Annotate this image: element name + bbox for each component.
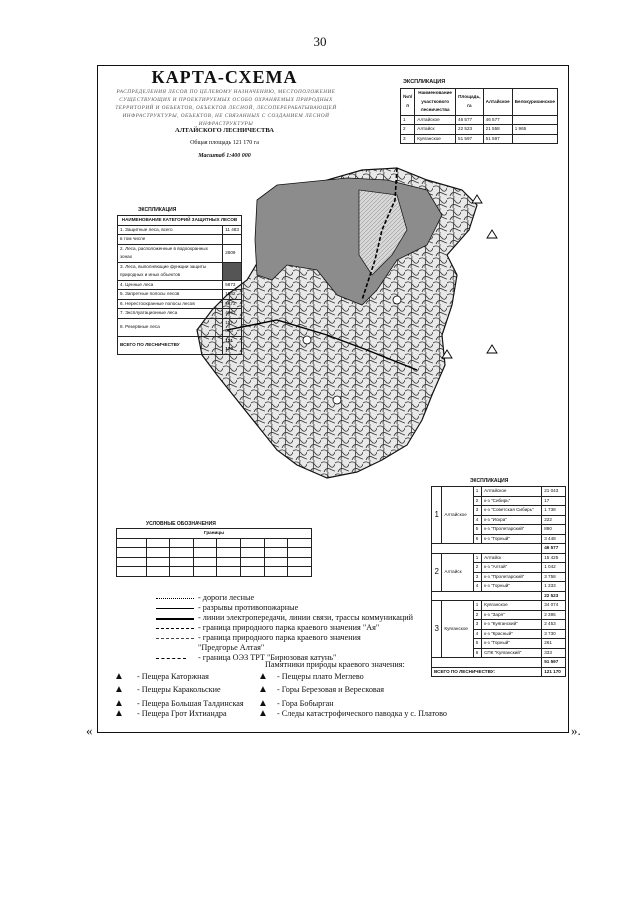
cell	[117, 567, 147, 577]
cell: 4	[473, 515, 481, 525]
cell: Алтайское	[442, 487, 473, 544]
subtotal-row	[432, 591, 566, 601]
legend-label: - разрывы противопожарные	[198, 603, 299, 612]
cell	[264, 567, 288, 577]
cell: 3	[473, 506, 481, 516]
cell: к-з "Горный"	[482, 582, 542, 592]
monument-label: - Пещера Грот Ихтиандра	[137, 709, 227, 718]
triangle-icon: ▲	[114, 708, 124, 719]
monument-label: - Гора Бобырган	[277, 699, 334, 708]
cell: к-з "Горный"	[482, 639, 542, 649]
triangle-dashed-icon: ▲	[258, 684, 268, 695]
cell: 2 453	[542, 620, 566, 630]
cell: 1	[473, 601, 481, 611]
th-name: Наименование участкового лесничества	[415, 89, 456, 116]
cell: к-з "Пролетарский"	[482, 572, 542, 582]
cell: 117 663	[223, 318, 242, 336]
table-row	[118, 299, 242, 309]
monument-item	[114, 684, 221, 695]
monuments-title: Памятники природы краевого значения:	[265, 660, 405, 669]
cell	[146, 538, 170, 548]
cell: 3	[473, 620, 481, 630]
table-row	[118, 225, 242, 235]
cell	[432, 658, 542, 668]
table-row	[432, 601, 566, 611]
dashdot-line-symbol	[156, 638, 194, 639]
dashed-line-symbol	[156, 628, 194, 629]
cell	[193, 548, 217, 558]
cell: 5. Запретные полосы лесов	[118, 290, 223, 300]
explication-title-bottom: ЭКСПЛИКАЦИЯ	[470, 478, 509, 484]
cell	[264, 557, 288, 567]
monument-item	[114, 671, 209, 682]
cell: к-з "Искра"	[482, 515, 542, 525]
cell	[241, 538, 265, 548]
cell: 3	[401, 134, 415, 144]
explication-table-left	[117, 215, 242, 355]
cell	[241, 548, 265, 558]
table-row	[401, 115, 558, 125]
table-row	[118, 318, 242, 336]
cell: 121 170	[542, 667, 566, 677]
subtotal-row	[432, 544, 566, 554]
cell	[217, 557, 241, 567]
table-row	[117, 538, 312, 548]
subtotal-row	[432, 658, 566, 668]
area-marker	[393, 296, 401, 304]
table-row	[118, 280, 242, 290]
table-row	[432, 553, 566, 563]
monument-label: - Пещеры Каракольские	[137, 685, 221, 694]
cell: 2. Леса, расположенные в водоохранных зонах	[118, 244, 223, 262]
monument-icon	[472, 195, 482, 203]
cell: 5673	[223, 299, 242, 309]
cell: 2 395	[542, 610, 566, 620]
cell: 3. Леса, выполняющие функции защиты природных и иных объектов	[118, 262, 223, 280]
table-row	[117, 567, 312, 577]
th-area: Площадь, га	[456, 89, 484, 116]
cell: 3	[473, 572, 481, 582]
cell: Алтайск	[482, 553, 542, 563]
cell	[146, 567, 170, 577]
cell: 1	[432, 487, 442, 544]
cell: Алтайское	[415, 115, 456, 125]
cell: 46 577	[483, 115, 512, 125]
cell: 3 730	[542, 629, 566, 639]
cell	[288, 538, 312, 548]
cell	[264, 548, 288, 558]
cell: 4083	[223, 309, 242, 319]
cell	[217, 567, 241, 577]
triangle-icon: ▲	[114, 698, 124, 709]
cell: к-з "Сибирь"	[482, 496, 542, 506]
cell	[512, 115, 557, 125]
triangle-icon: ▲	[258, 698, 268, 709]
monument-icon	[487, 230, 497, 238]
cell: 1 042	[542, 563, 566, 573]
cell: ВСЕГО ПО ЛЕСНИЧЕСТВУ	[118, 336, 223, 354]
cell: 17	[542, 496, 566, 506]
cell: к-з "Советская Сибирь"	[482, 506, 542, 516]
cell: Куяганское	[482, 601, 542, 611]
cell	[217, 548, 241, 558]
cell	[264, 538, 288, 548]
explication-table-bottom	[431, 486, 566, 677]
cell: 1 738	[542, 506, 566, 516]
cell: 22 523	[456, 125, 484, 135]
cell: 2609	[223, 244, 242, 262]
cell: 6	[473, 648, 481, 658]
cell: 4	[473, 629, 481, 639]
cell: 1	[401, 115, 415, 125]
monument-label: - Горы Березовая и Вересковая	[277, 685, 385, 694]
cell: 4	[473, 582, 481, 592]
cell: 5	[473, 639, 481, 649]
legend-label: "Предгорье Алтая"	[198, 643, 265, 652]
dotted-line-symbol	[156, 598, 194, 599]
cell: 1 965	[512, 125, 557, 135]
cell	[432, 591, 542, 601]
cell: 3 448	[542, 534, 566, 544]
cell: 1542	[223, 290, 242, 300]
monument-icon	[487, 345, 497, 353]
cell: 1. Защитные леса, всего	[118, 225, 223, 235]
cell: 46 577	[456, 115, 484, 125]
cell: 7. Эксплуатационные леса	[118, 309, 223, 319]
triangle-icon: ▲	[114, 684, 124, 695]
legend-label: - линии электропередачи, линии связи, трассы коммуникаций	[198, 613, 414, 622]
cell	[117, 538, 147, 548]
triangle-dashed-icon: ▲	[258, 671, 268, 682]
cell	[117, 557, 147, 567]
total-area: Общая площадь 121 170 га	[190, 140, 259, 146]
triangle-icon: ▲	[114, 671, 124, 682]
cell	[288, 567, 312, 577]
th-category: НАИМЕНОВАНИЕ КАТЕГОРИЙ ЗАЩИТНЫХ ЛЕСОВ	[118, 216, 242, 226]
cell: 2	[473, 496, 481, 506]
cell	[170, 538, 194, 548]
cell: 34 074	[542, 601, 566, 611]
monument-label: - Пещера Большая Талдинская	[137, 699, 244, 708]
cell: 261	[542, 639, 566, 649]
cell: 5	[473, 525, 481, 535]
cell: 1 333	[542, 582, 566, 592]
table-row	[432, 487, 566, 497]
cell: 15 425	[542, 553, 566, 563]
monument-label: - Следы катастрофического паводка у с. Платово	[277, 709, 448, 718]
thin-line-symbol	[156, 608, 194, 609]
cell: 46 577	[542, 544, 566, 554]
map-title: КАРТА-СХЕМА	[151, 67, 298, 87]
cell: 8. Резервные леса	[118, 318, 223, 336]
monument-item	[258, 671, 364, 682]
table-row	[118, 235, 242, 245]
cell	[146, 548, 170, 558]
cell: к-з "Заря"	[482, 610, 542, 620]
explication-table-top	[400, 88, 558, 144]
monument-item	[114, 708, 227, 719]
table-row	[118, 336, 242, 354]
table-row	[118, 290, 242, 300]
cell	[223, 262, 242, 280]
cell	[117, 548, 147, 558]
cell: 2	[473, 563, 481, 573]
cell: в том числе	[118, 235, 223, 245]
legend-label: - дороги лесные	[198, 593, 255, 602]
cell	[241, 567, 265, 577]
cell: 6. Нерестоохранные полосы лесов	[118, 299, 223, 309]
longdash-line-symbol	[156, 658, 186, 659]
explication-title-top: ЭКСПЛИКАЦИЯ	[403, 79, 446, 85]
cell: Алтайск	[442, 553, 473, 591]
cell: 11 483	[223, 225, 242, 235]
th-no: №п/п	[401, 89, 415, 116]
table-row	[401, 134, 558, 144]
cell: 21 043	[542, 487, 566, 497]
cell	[193, 557, 217, 567]
cell: 1	[473, 553, 481, 563]
cell: Алтайск	[415, 125, 456, 135]
cell: ВСЕГО ПО ЛЕСНИЧЕСТВУ:	[432, 667, 542, 677]
cell: 3 758	[542, 572, 566, 582]
cell	[288, 557, 312, 567]
forestry-name: АЛТАЙСКОГО ЛЕСНИЧЕСТВА	[175, 127, 274, 134]
cell: 21 558	[483, 125, 512, 135]
cell: 51 597	[456, 134, 484, 144]
cell	[432, 544, 542, 554]
monument-label: - Пещера Каторжная	[137, 672, 209, 681]
cell: 333	[542, 648, 566, 658]
table-row	[401, 125, 558, 135]
cell: 4. Ценные леса	[118, 280, 223, 290]
legend-label: - граница природного парка краевого значения "Ая"	[198, 623, 380, 632]
cell: Алтайское	[482, 487, 542, 497]
th-c2: Белокурихинское	[512, 89, 557, 116]
explication-title-left: ЭКСПЛИКАЦИЯ	[138, 207, 177, 213]
page-number: 30	[313, 34, 327, 49]
cell	[170, 548, 194, 558]
quote-open: «	[86, 723, 93, 738]
cell: 3	[432, 601, 442, 658]
cell: Куяганское	[415, 134, 456, 144]
legend-label: - граница ОЭЗ ТРТ "Бирюзовая катунь"	[198, 653, 337, 662]
cell: 2	[401, 125, 415, 135]
cell	[288, 548, 312, 558]
cell: 51 597	[483, 134, 512, 144]
cell: к-з "Пролетарский"	[482, 525, 542, 535]
table-row	[117, 557, 312, 567]
map-subtitle: РАСПРЕДЕЛЕНИЯ ЛЕСОВ ПО ЦЕЛЕВОМУ НАЗНАЧЕНИЮ, МЕСТОПОЛОЖЕНИЕ СУЩЕСТВУЮЩИХ И ПРОЕКТИРУЕМЫХ ОСОБО ОХРАНЯЕМЫХ ПРИРОДНЫХ ТЕРРИТОРИЙ И ОБЪЕКТОВ, ОБЪЕКТОВ ЛЕСНОЙ, ЛЕСОПЕРЕРАБАТЫВАЮЩЕЙ ИНФРАСТРУКТУРЫ, ОБЪЕКТОВ, НЕ СВЯЗАННЫХ С СОЗДАНИЕМ ЛЕСНОЙ ИНФРАСТРУКТУРЫ	[115, 89, 337, 127]
cell	[170, 557, 194, 567]
table-row	[118, 262, 242, 280]
cell: 6	[473, 534, 481, 544]
cell	[241, 557, 265, 567]
cell	[223, 235, 242, 245]
cell: СПК "Куяганский"	[482, 648, 542, 658]
total-row	[432, 667, 566, 677]
th-c1: Алтайское	[483, 89, 512, 116]
symbols-title: УСЛОВНЫЕ ОБОЗНАЧЕНИЯ	[146, 521, 216, 527]
cell: 22 523	[542, 591, 566, 601]
monument-item	[258, 684, 384, 695]
cell	[217, 538, 241, 548]
cell: 890	[542, 525, 566, 535]
monument-item	[258, 708, 447, 719]
triangle-icon: ▲	[258, 708, 268, 719]
table-row	[118, 309, 242, 319]
cell: к-з "Горный"	[482, 534, 542, 544]
map-scale: Масштаб 1:400 000	[198, 153, 251, 159]
cell: к-з "Красный"	[482, 629, 542, 639]
cell: 2	[432, 553, 442, 591]
cell: Куяганское	[442, 601, 473, 658]
cell: к-з "Алтай"	[482, 563, 542, 573]
cell: 51 597	[542, 658, 566, 668]
cell	[193, 567, 217, 577]
table-row	[118, 244, 242, 262]
cell	[512, 134, 557, 144]
th-borders: Границы	[117, 529, 312, 539]
area-marker	[333, 396, 341, 404]
cell	[193, 538, 217, 548]
cell	[146, 557, 170, 567]
cell	[170, 567, 194, 577]
monument-label: - Пещеры плато Меглево	[277, 672, 364, 681]
cell: к-з "Куяганский"	[482, 620, 542, 630]
thick-line-symbol	[156, 618, 194, 620]
table-row	[117, 548, 312, 558]
quote-close: ».	[571, 723, 581, 738]
cell: 5873	[223, 280, 242, 290]
legend-label: - граница природного парка краевого значения	[198, 633, 361, 642]
cell: 222	[542, 515, 566, 525]
cell: 2	[473, 610, 481, 620]
area-marker	[303, 336, 311, 344]
cell: 1	[473, 487, 481, 497]
symbols-table	[116, 528, 312, 577]
cell: 121 170	[223, 336, 242, 354]
